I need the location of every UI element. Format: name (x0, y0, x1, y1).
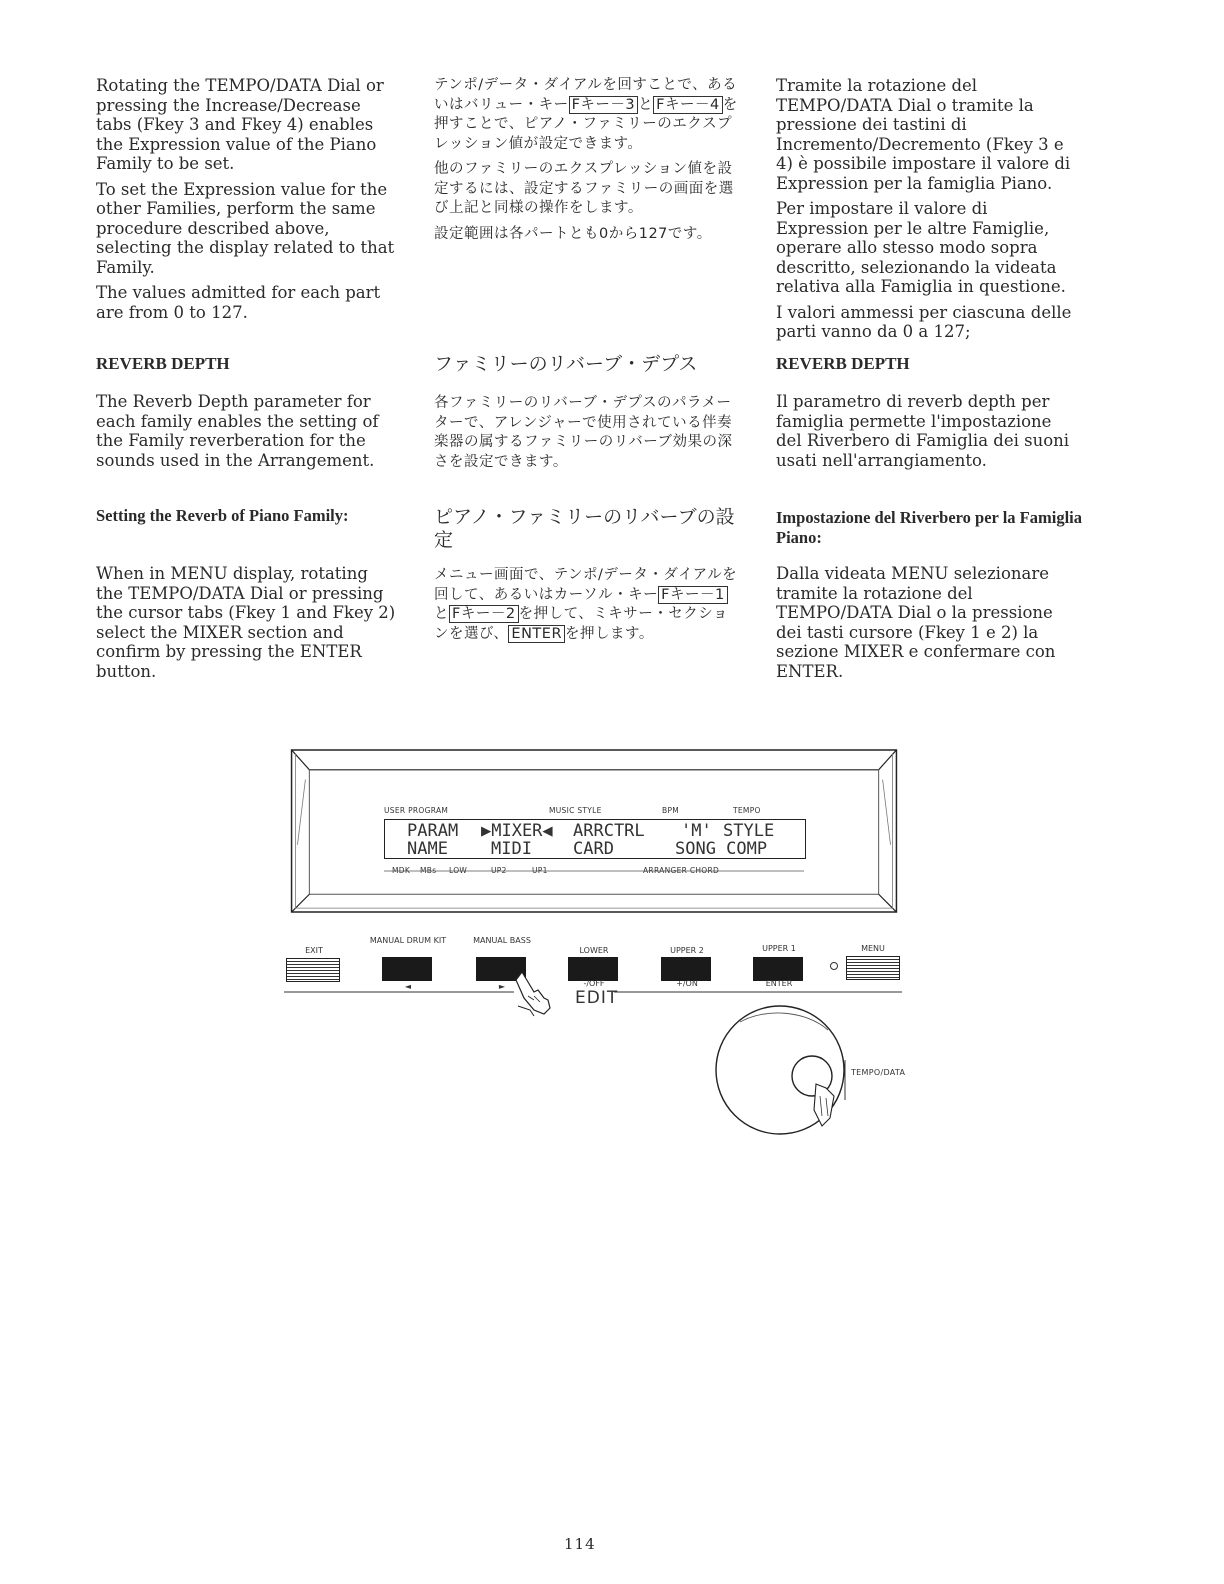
pointing-hand-icon (504, 970, 564, 1020)
setting-jp (434, 566, 739, 644)
lcd-song-comp[interactable]: SONG COMP (675, 839, 768, 859)
reverb-it: Il parametro di reverb depth per famiglia permette l'impostazione del Riverbero di Famiglia dei suoni usati nell'arrangiamento. (776, 392, 1070, 470)
lcd-label-bpm: BPM (662, 806, 680, 815)
reverb-heading-it: REVERB DEPTH (776, 354, 910, 373)
plus-on-label: +/ON (676, 979, 698, 988)
setting-heading-jp: ピアノ・ファミリーのリバーブの設定 (434, 506, 735, 551)
page-number: 114 (564, 1535, 596, 1553)
lcd-label-up2: UP2 (491, 866, 507, 875)
menu-led-icon (830, 962, 838, 970)
upper2-label: UPPER 2 (670, 946, 704, 955)
lcd-label-low: LOW (449, 866, 468, 875)
intro-jp (434, 76, 739, 250)
lcd-label-tempo: TEMPO (733, 806, 761, 815)
fkey2-key: Fキー－2 (449, 605, 519, 623)
lower-label: LOWER (579, 946, 609, 955)
setting-heading-it: Impostazione del Riverbero per la Famiglia Piano: (776, 508, 1082, 547)
intro-en-p1: Rotating the TEMPO/DATA Dial or pressing the Increase/Decrease tabs (Fkey 3 and Fkey 4) enables the Expression value of the Piano Family to be set. (96, 76, 384, 173)
edit-label: EDIT (575, 988, 619, 1008)
manual-drum-kit-label: MANUAL DRUM KIT (369, 936, 447, 945)
setting-heading-en: Setting the Reverb of Piano Family: (96, 506, 349, 525)
right-arrow-icon: ► (498, 982, 506, 991)
lcd-label-up1: UP1 (532, 866, 548, 875)
exit-label: EXIT (305, 946, 323, 955)
tempo-data-label: TEMPO/DATA (851, 1068, 906, 1077)
intro-en-p2: To set the Expression value for the other Families, perform the same procedure described above, selecting the display related to that Family. (96, 179, 395, 277)
reverb-heading-en: REVERB DEPTH (96, 354, 230, 373)
setting-jp-t3: を押します。 (565, 625, 654, 642)
reverb-jp: 各ファミリーのリバーブ・デプスのパラメーターで、アレンジャーで使用されている伴奏楽器の属するファミリーのリバーブ効果の深さを設定できます。 (434, 395, 733, 470)
setting-it: Dalla videata MENU selezionare tramite la rotazione del TEMPO/DATA Dial o la pressione dei tasti cursore (Fkey 1 e 2) la sezione MIXER e confermare con ENTER. (776, 564, 1056, 681)
intro-it-p1: Tramite la rotazione del TEMPO/DATA Dial o tramite la pressione dei tastini di Incremento/Decremento (Fkey 3 e 4) è possibile impostare il valore di Expression per la famiglia Piano. (776, 76, 1071, 193)
intro-jp-t1: テンポ/データ・ダイアルを回すことで、あるいはバリュー・キー (434, 77, 738, 113)
lcd-mixer[interactable]: ▶MIXER◀ (481, 821, 553, 841)
lcd-label-mdk: MDK (392, 866, 411, 875)
lcd-m[interactable]: 'M' (681, 821, 712, 841)
reverb-en: The Reverb Depth parameter for each family enables the setting of the Family reverberation for the sounds used in the Arrangement. (96, 392, 379, 470)
setting-jp-t2: を押して、ミキサー・セクションを選び、 (434, 606, 728, 642)
tempo-data-dial[interactable] (710, 1000, 860, 1140)
minus-off-label: -/OFF (583, 979, 605, 988)
intro-jp-p3: 設定範囲は各パートとも0から127です。 (434, 225, 712, 242)
lcd-label-arranger-chord: ARRANGER CHORD (643, 866, 720, 875)
enter-key: ENTER (508, 625, 565, 643)
lcd-midi[interactable]: MIDI (491, 839, 532, 859)
fkey4-key: Fキー－4 (653, 96, 723, 114)
setting-en: When in MENU display, rotating the TEMPO/DATA Dial or pressing the cursor tabs (Fkey 1 and Fkey 2) select the MIXER section and confirm by pressing the ENTER button. (96, 564, 396, 681)
lcd-label-user-program: USER PROGRAM (384, 806, 449, 815)
intro-it (776, 76, 1078, 348)
intro-en-p3: The values admitted for each part are from 0 to 127. (96, 283, 381, 322)
left-arrow-icon: ◄ (404, 982, 412, 991)
setting-jp-and: と (434, 606, 449, 622)
intro-it-p2: Per impostare il valore di Expression per le altre Famiglie, operare allo stesso modo sopra descritto, selezionando la videata relativa alla Famiglia in questione. (776, 199, 1066, 296)
setting-jp-t1: メニュー画面で、テンポ/データ・ダイアルを回して、あるいはカーソル・キー (434, 567, 738, 603)
upper1-label: UPPER 1 (762, 944, 796, 953)
intro-en (96, 76, 398, 328)
lcd-label-line (384, 868, 804, 874)
fkey3-key: Fキー－3 (569, 96, 639, 114)
lcd-label-mbs: MBs (420, 866, 437, 875)
lcd-label-music-style: MUSIC STYLE (549, 806, 602, 815)
intro-it-p3: I valori ammessi per ciascuna delle parti vanno da 0 a 127; (776, 302, 1072, 341)
intro-jp-and: と (638, 96, 654, 113)
lcd-card[interactable]: CARD (573, 839, 614, 859)
intro-jp-p2: 他のファミリーのエクスプレッション値を設定するには、設定するファミリーの画面を選び上記と同様の操作をします。 (434, 161, 734, 216)
lcd-display (384, 819, 806, 859)
manual-bass-label: MANUAL BASS (473, 936, 531, 945)
lcd-arrctrl[interactable]: ARRCTRL (573, 821, 645, 841)
lcd-style[interactable]: STYLE (723, 821, 775, 841)
intro-jp-t2: を押すことで、ピアノ・ファミリーのエクスプレッション値が設定できます。 (434, 96, 738, 152)
menu-label: MENU (861, 944, 885, 953)
reverb-heading-jp: ファミリーのリバーブ・デプス (434, 353, 698, 375)
fkey1-key: Fキー－1 (658, 586, 728, 604)
enter-label: ENTER (765, 979, 793, 988)
lcd-param[interactable]: PARAM (407, 821, 459, 841)
lcd-name[interactable]: NAME (407, 839, 448, 859)
